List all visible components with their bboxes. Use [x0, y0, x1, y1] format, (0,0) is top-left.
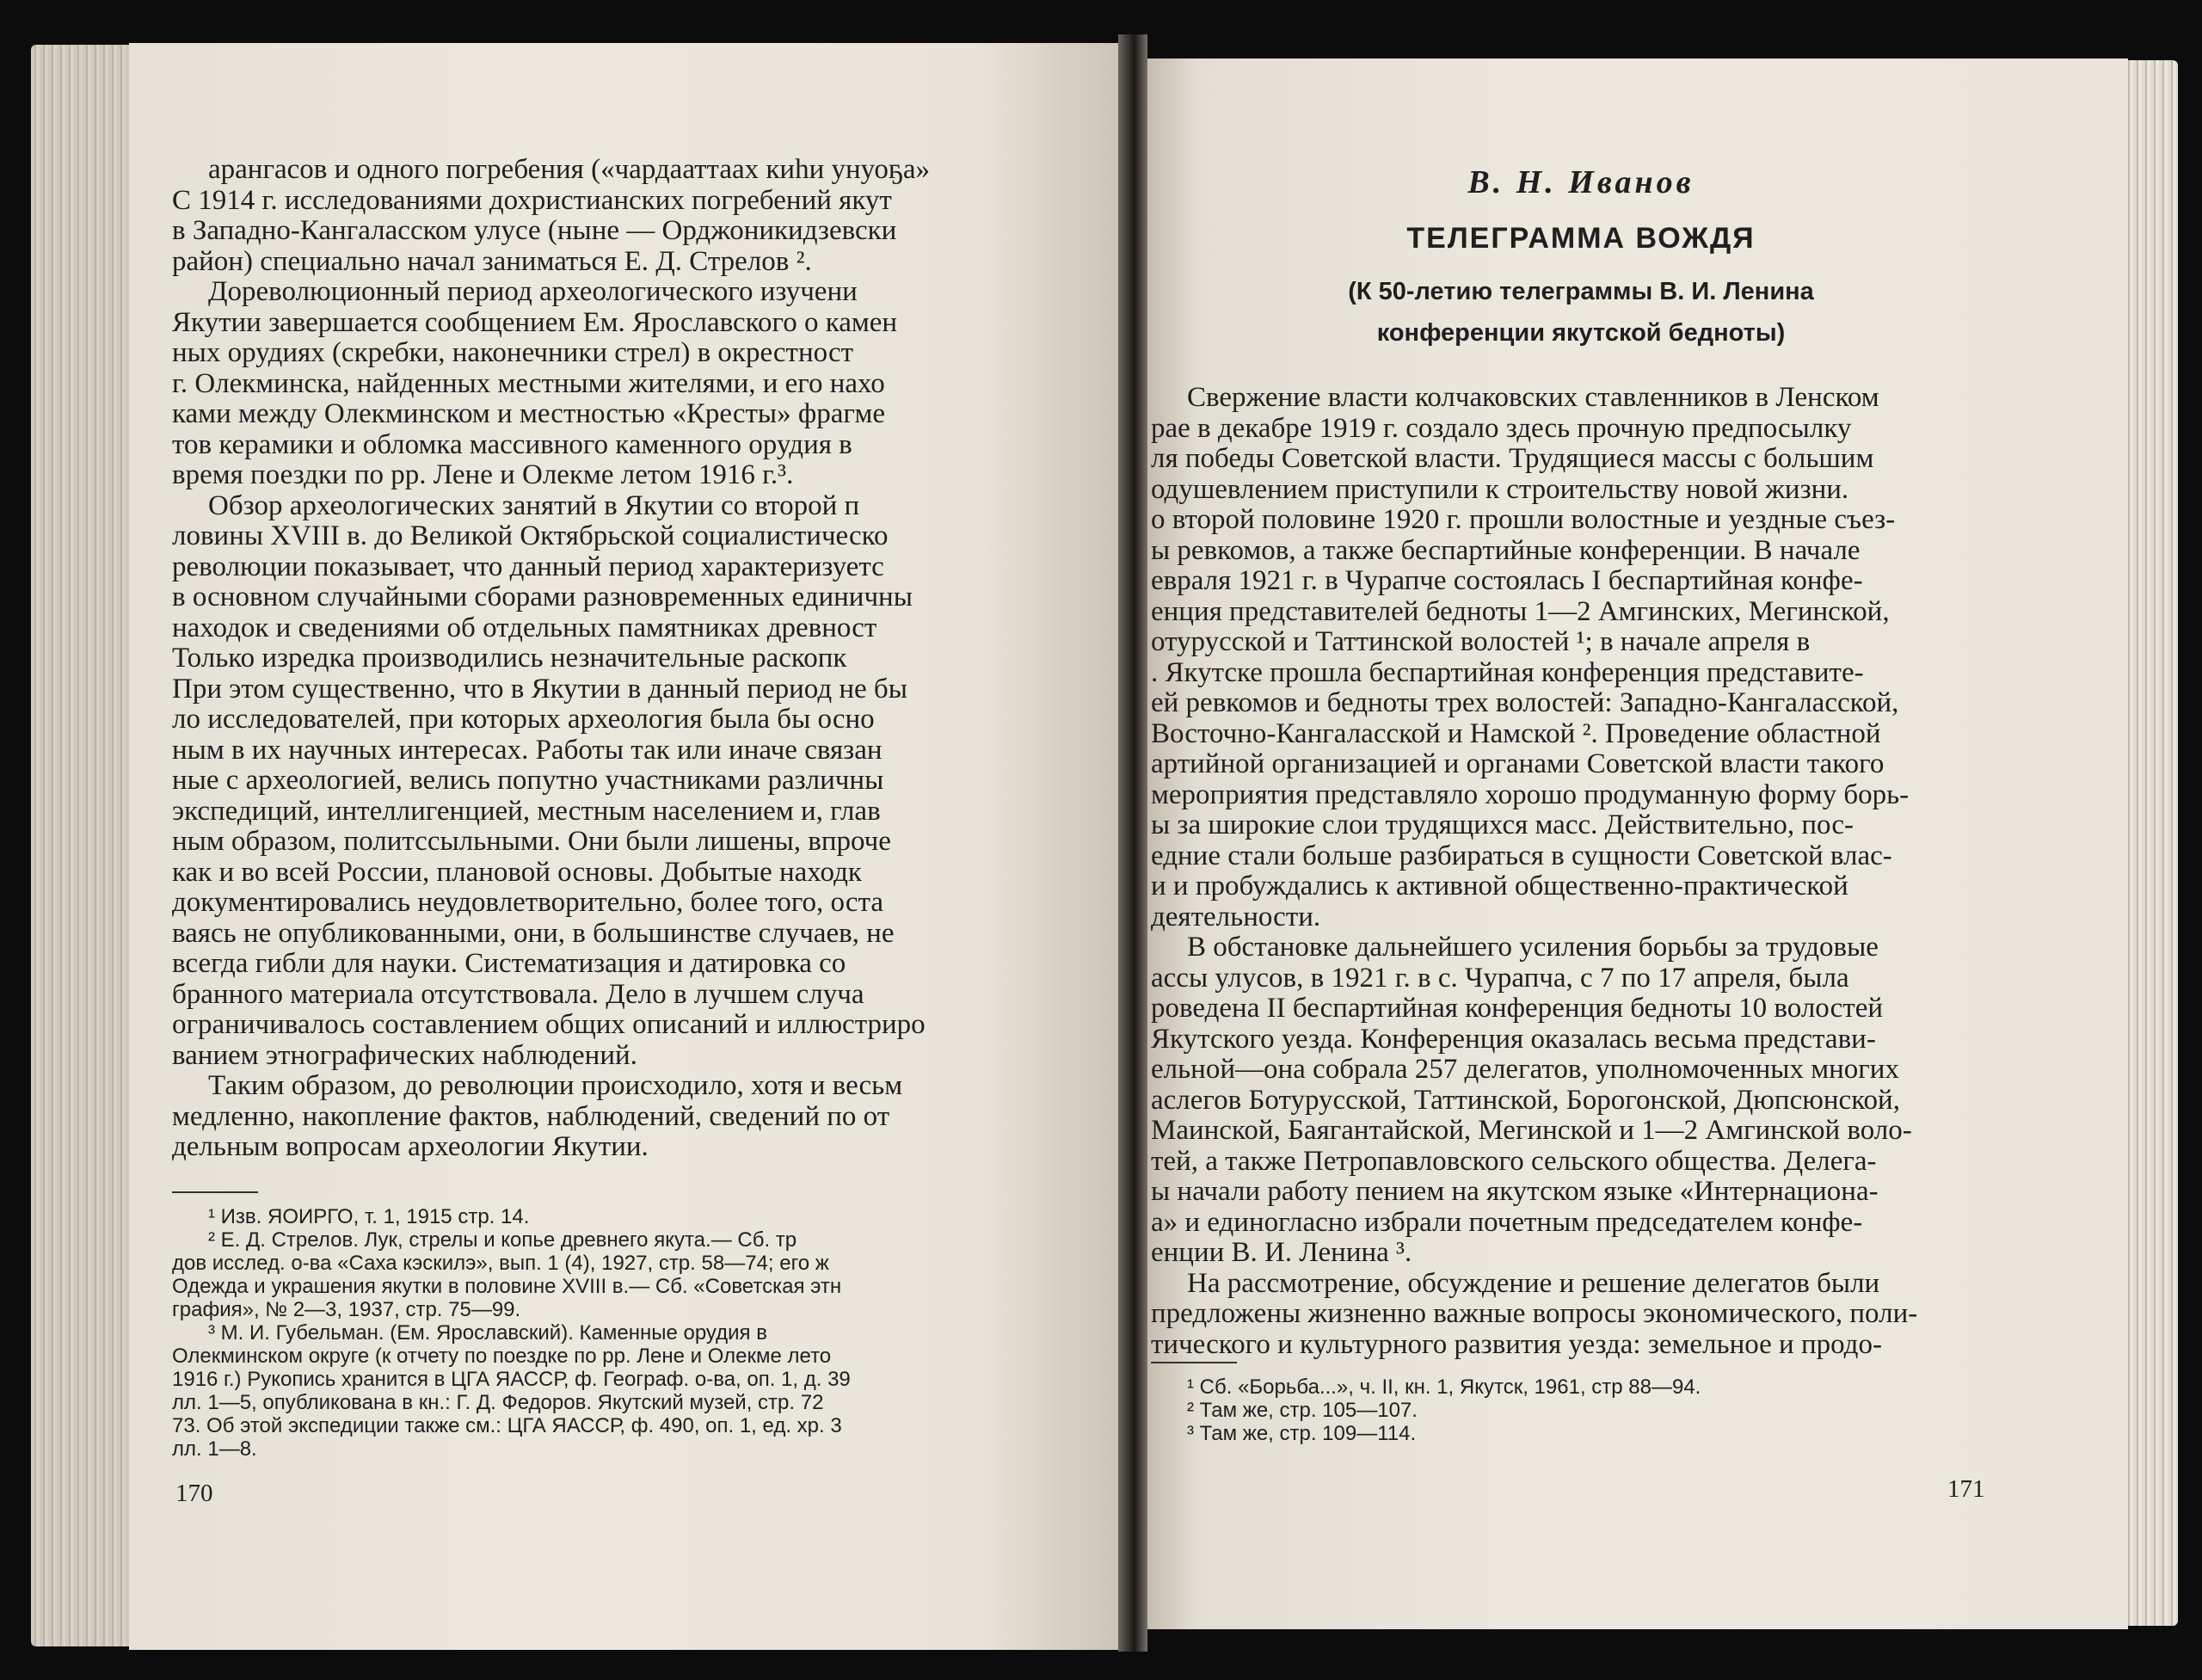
text-line: Таким образом, до революции происходило, хотя и весьм: [208, 1071, 903, 1101]
text-line: медленно, накопление фактов, наблюдений, сведений по от: [172, 1101, 890, 1132]
footnote-line: ³ М. И. Губельман. (Ем. Ярославский). Каменные орудия в: [208, 1321, 767, 1345]
text-line: ловины XVIII в. до Великой Октябрьской социалистическо: [172, 521, 889, 551]
text-line: экспедиций, интеллигенцией, местным населением и, глав: [172, 796, 881, 827]
text-line: Маинской, Баягантайской, Мегинской и 1—2 Амгинской воло-: [1151, 1116, 1912, 1146]
text-line: всегда гибли для науки. Систематизация и датировка со: [172, 949, 846, 979]
text-line: как и во всей России, плановой основы. Добытые находк: [172, 857, 862, 888]
text-line: в основном случайными сборами разновременных единичны: [172, 582, 913, 612]
left-page-edges: [31, 45, 143, 1646]
text-line: предложены жизненно важные вопросы экономического, поли-: [1151, 1299, 1918, 1329]
text-line: а» и единогласно избрали почетным председателем конфе-: [1151, 1207, 1863, 1238]
text-line: Якутского уезда. Конференция оказалась весьма представи-: [1151, 1024, 1876, 1055]
text-line: артийной организацией и органами Советской власти такого: [1151, 749, 1885, 779]
text-line: бранного материала отсутствовала. Дело в лучшем случа: [172, 979, 864, 1010]
footnote: [172, 1321, 1127, 1461]
footnote-line: лл. 1—5, опубликована в кн.: Г. Д. Федоров. Якутский музей, стр. 72: [172, 1391, 824, 1414]
text-line: дельным вопросам археологии Якутии.: [172, 1132, 649, 1162]
footnote-line: графия», № 2—3, 1937, стр. 75—99.: [172, 1298, 521, 1321]
text-line: роведена II беспартийная конференция бедноты 10 волостей: [1151, 994, 1884, 1024]
text-line: ных орудиях (скребки, наконечники стрел) в окрестност: [172, 338, 854, 368]
footnote-line: ¹ Сб. «Борьба...», ч. II, кн. 1, Якутск, 1961, стр 88—94.: [1187, 1375, 1701, 1399]
text-line: . Якутске прошла беспартийная конференция представите-: [1151, 657, 1864, 688]
text-line: енции В. И. Ленина ³.: [1151, 1238, 1412, 1268]
footnote: [1151, 1375, 2059, 1399]
footnote-line: ² Е. Д. Стрелов. Лук, стрелы и копье древнего якута.— Сб. тр: [208, 1228, 797, 1252]
text-line: ванием этнографических наблюдений.: [172, 1040, 637, 1071]
article-subtitle-line-2: конференции якутской бедноты): [1376, 319, 1786, 347]
text-line: С 1914 г. исследованиями дохристианских погребений якут: [172, 185, 892, 216]
left-footnotes: [172, 1191, 1127, 1461]
footnote-line: лл. 1—8.: [172, 1437, 257, 1461]
right-page-body: [1151, 155, 2059, 1360]
text-line: ельной—она собрала 257 делегатов, уполномоченных многих: [1151, 1055, 1899, 1085]
paragraph: [172, 1071, 1127, 1163]
text-line: При этом существенно, что в Якутии в данный период не бы: [172, 674, 907, 705]
text-line: ля победы Советской власти. Трудящиеся массы с большим: [1151, 444, 1874, 474]
footnote-line: ¹ Изв. ЯОИРГО, т. 1, 1915 стр. 14.: [208, 1205, 530, 1228]
footnote-line: Олекминском округе (к отчету по поездке по рр. Лене и Олекме лето: [172, 1345, 832, 1368]
footnote: [172, 1205, 1127, 1228]
footnote-rule: [172, 1191, 258, 1193]
page-number-left: 170: [175, 1480, 213, 1507]
text-line: едние стали больше разбираться в сущности Советской влас-: [1151, 840, 1892, 871]
text-line: мероприятия представляло хорошо продуманную форму борь-: [1151, 779, 1910, 810]
text-line: ы начали работу пением на якутском языке «Интернациона-: [1151, 1177, 1879, 1207]
text-line: Только изредка производились незначительные раскопк: [172, 643, 847, 674]
left-page-body: [172, 155, 1127, 1163]
text-line: деятельности.: [1151, 902, 1321, 932]
text-line: Восточно-Кангаласской и Намской ². Проведение областной: [1151, 718, 1881, 749]
paragraph: [172, 491, 1127, 1072]
text-line: ы за широкие слои трудящихся масс. Действительно, пос-: [1151, 810, 1854, 840]
text-line: ками между Олекминском и местностью «Кресты» фрагме: [172, 399, 885, 429]
text-line: ассы улусов, в 1921 г. в с. Чурапча, с 7 по 17 апреля, была: [1151, 963, 1849, 994]
text-line: в Западно-Кангаласском улусе (ныне — Орджоникидзевски: [172, 216, 897, 246]
footnote-line: 73. Об этой экспедиции также см.: ЦГА ЯАССР, ф. 490, оп. 1, ед. хр. 3: [172, 1414, 842, 1437]
paragraph: [172, 277, 1127, 491]
text-line: революции показывает, что данный период характеризуетс: [172, 551, 884, 582]
text-line: о второй половине 1920 г. прошли волостные и уездные съез-: [1151, 505, 1896, 535]
text-line: тов керамики и обломка массивного каменного орудия в: [172, 429, 852, 460]
text-line: находок и сведениями об отдельных памятниках древност: [172, 612, 877, 643]
text-line: ным в их научных интересах. Работы так или иначе связан: [172, 735, 883, 766]
text-line: На рассмотрение, обсуждение и решение делегатов были: [1187, 1268, 1880, 1299]
text-line: тического и культурного развития уезда: земельное и продо-: [1151, 1329, 1882, 1360]
footnote-line: Одежда и украшения якутки в половине XVIII в.— Сб. «Советская этн: [172, 1275, 842, 1298]
text-line: ваясь не опубликованными, они, в большинстве случаев, не: [172, 918, 895, 949]
paragraph: [172, 155, 1127, 277]
text-line: ы ревкомов, а также беспартийные конференции. В начале: [1151, 535, 1861, 566]
text-line: Свержение власти колчаковских ставленников в Ленском: [1187, 383, 1879, 413]
text-line: Якутии завершается сообщением Ем. Ярославского о камен: [172, 307, 898, 338]
footnote-line: ² Там же, стр. 105—107.: [1187, 1399, 1418, 1422]
right-page-edges: [2125, 60, 2178, 1626]
text-line: ные с археологией, велись попутно участниками различны: [172, 766, 884, 796]
text-line: г. Олекминска, найденных местными жителями, и его нахо: [172, 368, 885, 399]
text-line: В обстановке дальнейшего усиления борьбы за трудовые: [1187, 932, 1879, 963]
footnote-rule: [1151, 1362, 1237, 1363]
footnote-line: 1916 г.) Рукопись хранится в ЦГА ЯАССР, ф. Географ. о-ва, оп. 1, д. 39: [172, 1368, 851, 1391]
text-line: Дореволюционный период археологического изучени: [208, 277, 858, 307]
text-line: и и пробуждались к активной общественно-практической: [1151, 871, 1848, 902]
footnote: [172, 1228, 1127, 1321]
text-line: Обзор археологических занятий в Якутии со второй п: [208, 490, 860, 521]
text-line: ограничивалось составлением общих описаний и иллюстриро: [172, 1010, 926, 1040]
text-line: ей ревкомов и бедноты трех волостей: Западно-Кангаласской,: [1151, 688, 1899, 718]
text-line: арангасов и одного погребения («чардааттаах киhи унуоҕа»: [208, 155, 930, 185]
paragraph: [1151, 383, 2059, 932]
text-line: район) специально начал заниматься Е. Д. Стрелов ².: [172, 246, 812, 277]
article-title: ТЕЛЕГРАММА ВОЖДЯ: [1406, 222, 1756, 255]
footnote-line: дов исслед. о-ва «Саха кэскилэ», вып. 1 (4), 1927, стр. 58—74; его ж: [172, 1252, 829, 1275]
text-line: тей, а также Петропавловского сельского общества. Делега-: [1151, 1146, 1877, 1177]
text-line: евраля 1921 г. в Чурапче состоялась I беспартийная конфе-: [1151, 566, 1863, 596]
text-line: енция представителей бедноты 1—2 Амгинских, Мегинской,: [1151, 596, 1890, 627]
footnote-line: ³ Там же, стр. 109—114.: [1187, 1422, 1417, 1445]
text-line: документировались неудовлетворительно, более того, оста: [172, 888, 883, 918]
text-line: время поездки по рр. Лене и Олекме летом 1916 г.³.: [172, 460, 794, 490]
text-line: рае в декабре 1919 г. создало здесь прочную предпосылку: [1151, 413, 1852, 444]
footnote: [1151, 1399, 2059, 1422]
footnote: [1151, 1422, 2059, 1445]
text-line: аслегов Ботурусской, Таттинской, Борогонской, Дюпсюнской,: [1151, 1085, 1900, 1116]
article-author: В. Н. Иванов: [1467, 164, 1695, 200]
text-line: отурусской и Таттинской волостей ¹; в начале апреля в: [1151, 627, 1811, 657]
page-number-right: 171: [1947, 1475, 1985, 1503]
article-subtitle-line-1: (К 50-летию телеграммы В. И. Ленина: [1348, 278, 1814, 305]
text-line: ным образом, политссыльными. Они были лишены, впроче: [172, 827, 891, 857]
paragraph: [1151, 932, 2059, 1269]
text-line: одушевлением приступили к строительству новой жизни.: [1151, 474, 1849, 505]
paragraph: [1151, 1269, 2059, 1361]
right-footnotes: [1151, 1362, 2059, 1445]
text-line: ло исследователей, при которых археология была бы осно: [172, 705, 875, 735]
